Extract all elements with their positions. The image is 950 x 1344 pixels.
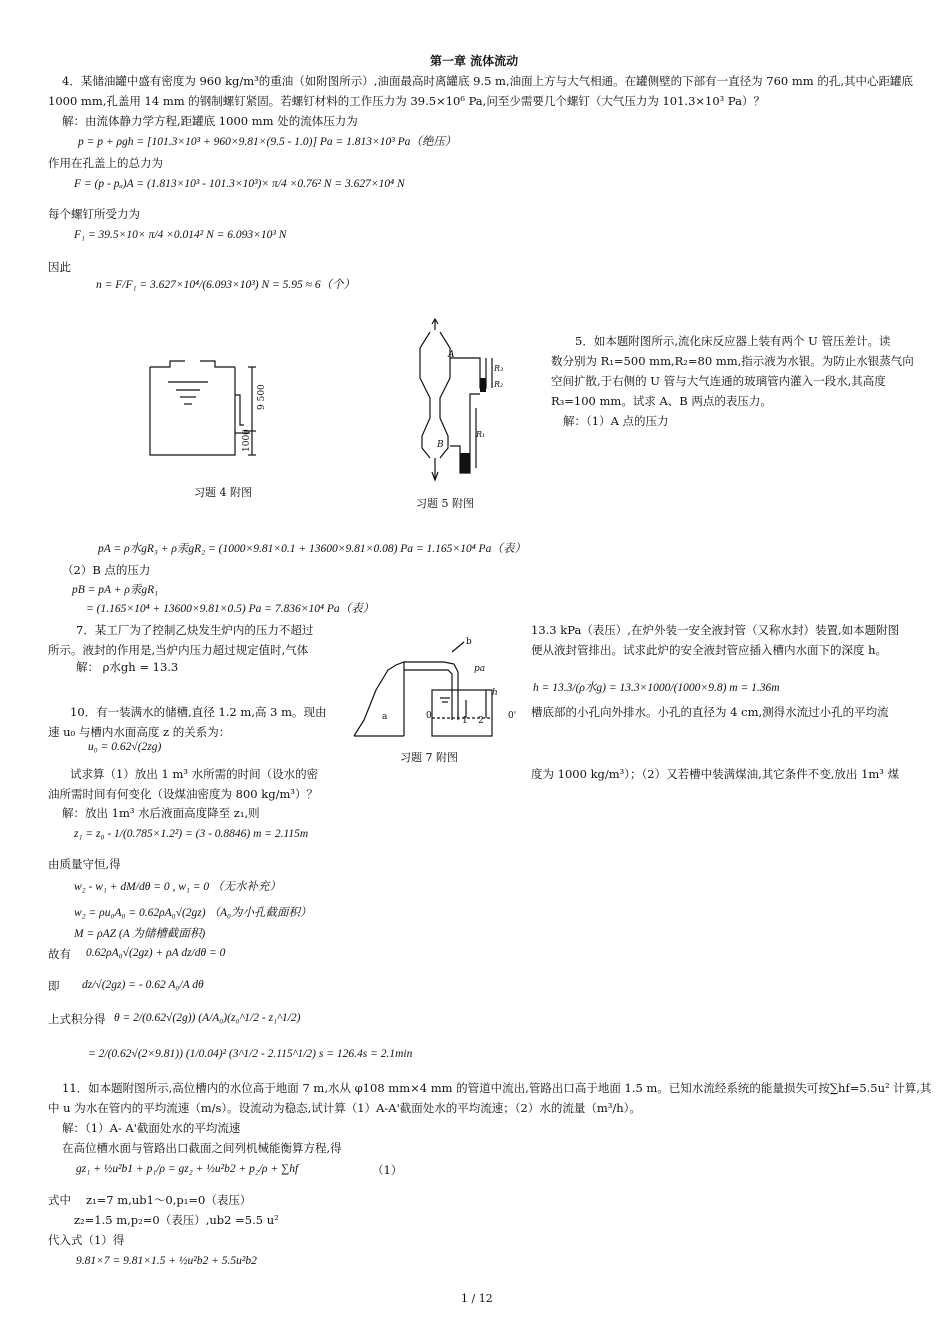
p11-text-energy: 在高位槽水面与管路出口截面之间列机械能衡算方程,得	[62, 1141, 342, 1155]
p7-text-left1: 7．某工厂为了控制乙炔发生炉内的压力不超过	[76, 623, 314, 637]
p10-text-left4: 油所需时间有何变化（设煤油密度为 800 kg/m³）？	[48, 787, 318, 801]
p11-solution-intro: 解：（1）A- A'截面处水的平均流速	[62, 1121, 241, 1135]
p10-equation-4: M = ρAZ (A 为储槽截面积)	[74, 928, 206, 940]
p7-text-left2: 所示。液封的作用是,当炉内压力超过规定值时,气体	[48, 643, 309, 657]
p5-equation-3: = (1.165×10⁴ + 13600×9.81×0.5) Pa = 7.836×10⁴ Pa（表）	[86, 603, 375, 615]
p4-text-therefore: 因此	[48, 260, 71, 274]
p11-equation-2: 9.81×7 = 9.81×1.5 + ½u²b2 + 5.5u²b2	[76, 1255, 257, 1267]
figure-7-label-2: 2	[478, 716, 484, 726]
p11-equation-1: gz₁ + ½u²b1 + p₁/ρ = gz₂ + ½u²b2 + p₂/ρ + ∑hf	[76, 1163, 299, 1175]
p5-text-point-b: （2）B 点的压力	[62, 563, 151, 577]
p4-text-bolt: 每个螺钉所受力为	[48, 207, 140, 221]
figure-5-label-r2: R₂	[494, 380, 504, 389]
p10-equation-1: z₁ = z₀ - 1/(0.785×1.2²) = (3 - 0.8846) m = 2.115m	[74, 828, 309, 840]
figure-4-tank	[140, 355, 290, 465]
p10-equation-0: u₀ = 0.62√(2zg)	[88, 741, 162, 753]
p10-text-mass: 由质量守恒,得	[48, 857, 121, 871]
p10-text-left1: 10．有一装满水的储槽,直径 1.2 m,高 3 m。现由	[70, 705, 327, 719]
page-title: 第一章 流体流动	[430, 54, 519, 68]
figure-4-dim-9500: 9 500	[257, 384, 267, 410]
figure-7-label-pa: pa	[474, 664, 486, 674]
p11-text-conditions-1: z₁=7 m,ub1～0,p₁=0（表压）	[86, 1193, 252, 1207]
p11-text-line2: 中 u 为水在管内的平均流速（m/s）。设流动为稳态,试计算（1）A-A'截面处水的平均流速；（2）水的流量（m³/h）。	[48, 1101, 641, 1115]
p5-text-line3: 空间扩散,于右侧的 U 管与大气连通的玻璃管内灌入一段水,其高度	[551, 374, 886, 388]
figure-5-label-r3: R₃	[494, 364, 504, 373]
p10-text-right1: 槽底部的小孔向外排水。小孔的直径为 4 cm,测得水流过小孔的平均流	[531, 705, 889, 719]
p11-text-where: 式中	[48, 1193, 71, 1207]
figure-7-label-a: a	[382, 712, 388, 722]
p4-equation-3: F₁ = 39.5×10× π/4 ×0.014² N = 6.093×10³ N	[74, 229, 287, 241]
p11-text-substitute: 代入式（1）得	[48, 1233, 125, 1247]
p11-equation-1-number: （1）	[372, 1163, 403, 1177]
p10-equation-7: θ = 2/(0.62√(2g)) (A/A₀)(z₀^1/2 - z₁^1/2)	[114, 1012, 301, 1024]
p7-solution: 解： ρ水gh = 13.3	[76, 660, 179, 674]
p4-equation-1: p = p + ρgh = [101.3×10³ + 960×9.81×(9.5 - 1.0)] Pa = 1.813×10³ Pa（绝压）	[78, 136, 457, 148]
p10-text-so: 故有	[48, 947, 71, 961]
figure-7-label-0-prime: 0'	[508, 711, 517, 721]
p5-text-line1: 5．如本题附图所示,流化床反应器上装有两个 U 管压差计。读	[575, 334, 891, 348]
p10-equation-8: = 2/(0.62√(2×9.81)) (1/0.04)² (3^1/2 - 2.115^1/2) s = 126.4s = 2.1min	[88, 1048, 413, 1060]
figure-4-dim-1000: 1000	[242, 429, 252, 452]
p5-equation-2: pB = pA + ρ汞gR₁	[72, 584, 159, 596]
p7-text-right1: 13.3 kPa（表压）,在炉外装一安全液封管（又称水封）装置,如本题附图	[531, 623, 900, 637]
p10-text-left3: 试求算（1）放出 1 m³ 水所需的时间（设水的密	[70, 767, 319, 781]
figure-7-label-0: 0	[426, 711, 432, 721]
figure-5-label-b: B	[437, 440, 444, 450]
p4-text-force: 作用在孔盖上的总力为	[48, 156, 163, 170]
p4-solution-intro: 解：由流体静力学方程,距罐底 1000 mm 处的流体压力为	[62, 114, 358, 128]
p4-equation-2: F = (p - pₐ)A = (1.813×10³ - 101.3×10³)× π/4 ×0.76² N = 3.627×10⁴ N	[74, 178, 405, 190]
p4-equation-4: n = F/F₁ = 3.627×10⁴/(6.093×10³) N = 5.95 ≈ 6（个）	[96, 279, 356, 291]
p5-equation-1: pA = ρ水gR₃ + ρ汞gR₂ = (1000×9.81×0.1 + 13600×9.81×0.08) Pa = 1.165×10⁴ Pa（表）	[98, 543, 526, 555]
page-number: 1 / 12	[461, 1292, 493, 1305]
figure-7-label-h: h	[492, 688, 498, 698]
figure-5-label-a: A	[448, 350, 455, 360]
p5-text-line2: 数分别为 R₁=500 mm,R₂=80 mm,指示液为水银。为防止水银蒸气向	[551, 354, 914, 368]
p5-text-line4: R₃=100 mm。试求 A、B 两点的表压力。	[551, 394, 772, 408]
p11-text-conditions-2: z₂=1.5 m,p₂=0（表压）,ub2 =5.5 u²	[74, 1213, 279, 1227]
p10-equation-6: dz/√(2gz) = - 0.62 A₀/A dθ	[82, 979, 204, 991]
figure-5-reactor	[410, 318, 520, 488]
p7-equation: h = 13.3/(ρ水g) = 13.3×1000/(1000×9.8) m = 1.36m	[533, 682, 780, 694]
p5-solution-intro: 解：（1）A 点的压力	[563, 414, 669, 428]
figure-7-label-1: 1	[462, 716, 468, 726]
p10-text-left2: 速 u₀ 与槽内水面高度 z 的关系为：	[48, 725, 231, 739]
p10-equation-3: w₂ = ρu₀A₀ = 0.62ρA₀√(2gz) （A₀为小孔截面积）	[74, 907, 312, 919]
p10-equation-5: 0.62ρA₀√(2gz) + ρA dz/dθ = 0	[86, 947, 226, 959]
figure-4-caption: 习题 4 附图	[194, 486, 252, 499]
figure-7-caption: 习题 7 附图	[400, 751, 458, 764]
p7-text-right2: 便从液封管排出。试求此炉的安全液封管应插入槽内水面下的深度 h。	[531, 643, 888, 657]
p11-text-line1: 11．如本题附图所示,高位槽内的水位高于地面 7 m,水从 φ108 mm×4 mm 的管道中流出,管路出口高于地面 1.5 m。已知水流经系统的能量损失可按∑hf=5.5u² 计算,其	[62, 1081, 932, 1095]
p10-text-i-e: 即	[48, 979, 60, 993]
p4-text-line2: 1000 mm,孔盖用 14 mm 的钢制螺钉紧固。若螺钉材料的工作压力为 39.5×10⁶ Pa,问至少需要几个螺钉（大气压力为 101.3×10³ Pa）？	[48, 94, 766, 108]
figure-7-label-b: b	[466, 637, 472, 647]
p4-text-line1: 4．某储油罐中盛有密度为 960 kg/m³的重油（如附图所示）,油面最高时离罐底 9.5 m,油面上方与大气相通。在罐侧壁的下部有一直径为 760 mm 的孔,其中心距罐底	[62, 74, 913, 88]
figure-5-caption: 习题 5 附图	[416, 497, 474, 510]
figure-5-label-r1: R₁	[476, 430, 486, 439]
p10-solution-intro: 解：放出 1m³ 水后液面高度降至 z₁,则	[62, 806, 260, 820]
p10-text-integral: 上式积分得	[48, 1012, 106, 1026]
p10-equation-2: w₂ - w₁ + dM/dθ = 0 , w₁ = 0 （无水补充）	[74, 881, 282, 893]
p10-text-right2: 度为 1000 kg/m³）；（2）又若槽中装满煤油,其它条件不变,放出 1m³ 煤	[531, 767, 900, 781]
